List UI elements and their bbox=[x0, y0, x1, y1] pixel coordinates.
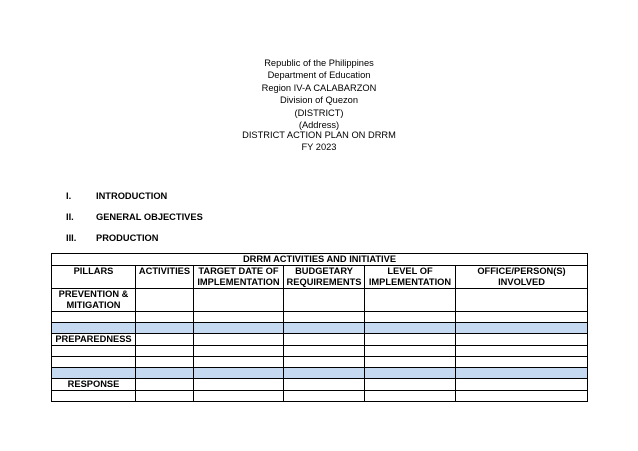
letterhead-line: Republic of the Philippines bbox=[264, 58, 374, 68]
table-cell bbox=[365, 391, 456, 402]
fiscal-year: FY 2023 bbox=[301, 142, 337, 153]
letterhead-line: Department of Education bbox=[267, 70, 371, 81]
table-cell bbox=[284, 289, 365, 312]
column-header-budgetary: BUDGETARY REQUIREMENTS bbox=[284, 266, 365, 289]
table-cell bbox=[194, 334, 284, 346]
column-header-activities: ACTIVITIES bbox=[136, 266, 194, 289]
table-cell bbox=[194, 391, 284, 402]
column-header-level: LEVEL OF IMPLEMENTATION bbox=[365, 266, 456, 289]
table-cell bbox=[456, 357, 588, 368]
table-cell bbox=[284, 346, 365, 357]
section-general-objectives bbox=[66, 211, 203, 223]
table-cell bbox=[136, 357, 194, 368]
table-cell bbox=[52, 391, 136, 402]
table-cell bbox=[365, 312, 456, 323]
table-cell bbox=[456, 379, 588, 391]
table-cell bbox=[52, 346, 136, 357]
letterhead-line: Region IV-A CALABARZON bbox=[261, 82, 377, 93]
table-cell bbox=[194, 312, 284, 323]
table-cell bbox=[456, 391, 588, 402]
table-row bbox=[52, 334, 588, 346]
table-cell bbox=[136, 391, 194, 402]
table-cell bbox=[456, 289, 588, 312]
table-cell bbox=[284, 334, 365, 346]
table-cell bbox=[52, 368, 136, 379]
table-cell bbox=[365, 334, 456, 346]
letterhead-line: (Address) bbox=[298, 120, 340, 131]
letterhead bbox=[0, 57, 638, 131]
table-cell bbox=[194, 379, 284, 391]
column-header-target-date: TARGET DATE OF IMPLEMENTATION bbox=[194, 266, 284, 289]
section-number: II. bbox=[66, 212, 74, 222]
table-cell bbox=[456, 312, 588, 323]
table-row bbox=[52, 391, 588, 402]
table-cell bbox=[136, 368, 194, 379]
pillar-preparedness: PREPAREDNESS bbox=[52, 334, 136, 346]
table-row bbox=[52, 346, 588, 357]
table-cell bbox=[365, 357, 456, 368]
letterhead-line: Division of Quezon bbox=[279, 95, 359, 106]
table-cell bbox=[456, 323, 588, 334]
table-caption: DRRM ACTIVITIES AND INITIATIVE bbox=[52, 254, 588, 266]
table-cell bbox=[365, 346, 456, 357]
table-header-row bbox=[52, 266, 588, 289]
letterhead-line: (DISTRICT) bbox=[294, 107, 344, 118]
table-cell bbox=[284, 368, 365, 379]
table-row bbox=[52, 379, 588, 391]
table-cell bbox=[284, 379, 365, 391]
table-row-highlight bbox=[52, 323, 588, 334]
section-production bbox=[66, 232, 159, 244]
section-label: GENERAL OBJECTIVES bbox=[96, 212, 203, 222]
column-header-office: OFFICE/PERSON(S) INVOLVED bbox=[456, 266, 588, 289]
table-row bbox=[52, 357, 588, 368]
table-cell bbox=[52, 323, 136, 334]
table-caption-row bbox=[52, 254, 588, 266]
table-cell bbox=[284, 357, 365, 368]
document-title bbox=[0, 129, 638, 154]
pillar-response: RESPONSE bbox=[52, 379, 136, 391]
table-cell bbox=[136, 312, 194, 323]
table-cell bbox=[456, 346, 588, 357]
section-label: PRODUCTION bbox=[96, 233, 159, 243]
table-cell bbox=[136, 289, 194, 312]
table-cell bbox=[52, 357, 136, 368]
table-cell bbox=[365, 379, 456, 391]
table-cell bbox=[365, 368, 456, 379]
table-row-highlight bbox=[52, 368, 588, 379]
table-cell bbox=[52, 312, 136, 323]
table-cell bbox=[136, 334, 194, 346]
table-row bbox=[52, 312, 588, 323]
table-cell bbox=[365, 289, 456, 312]
table-cell bbox=[136, 323, 194, 334]
column-header-pillars: PILLARS bbox=[52, 266, 136, 289]
table-cell bbox=[136, 379, 194, 391]
table-cell bbox=[284, 323, 365, 334]
section-number: III. bbox=[66, 233, 77, 243]
table-cell bbox=[284, 312, 365, 323]
drrm-activities-table bbox=[51, 253, 588, 402]
table-cell bbox=[194, 323, 284, 334]
table-cell bbox=[456, 368, 588, 379]
section-label: INTRODUCTION bbox=[96, 191, 168, 201]
table-cell bbox=[284, 391, 365, 402]
section-number: I. bbox=[66, 191, 72, 201]
table-cell bbox=[365, 323, 456, 334]
table-cell bbox=[194, 346, 284, 357]
table-cell bbox=[456, 334, 588, 346]
table-row bbox=[52, 289, 588, 312]
table-cell bbox=[194, 357, 284, 368]
pillar-prevention-mitigation: PREVENTION & MITIGATION bbox=[52, 289, 136, 312]
table-cell bbox=[194, 289, 284, 312]
table-cell bbox=[136, 346, 194, 357]
title-line: DISTRICT ACTION PLAN ON DRRM bbox=[242, 130, 396, 140]
section-introduction bbox=[66, 190, 167, 202]
table-cell bbox=[194, 368, 284, 379]
